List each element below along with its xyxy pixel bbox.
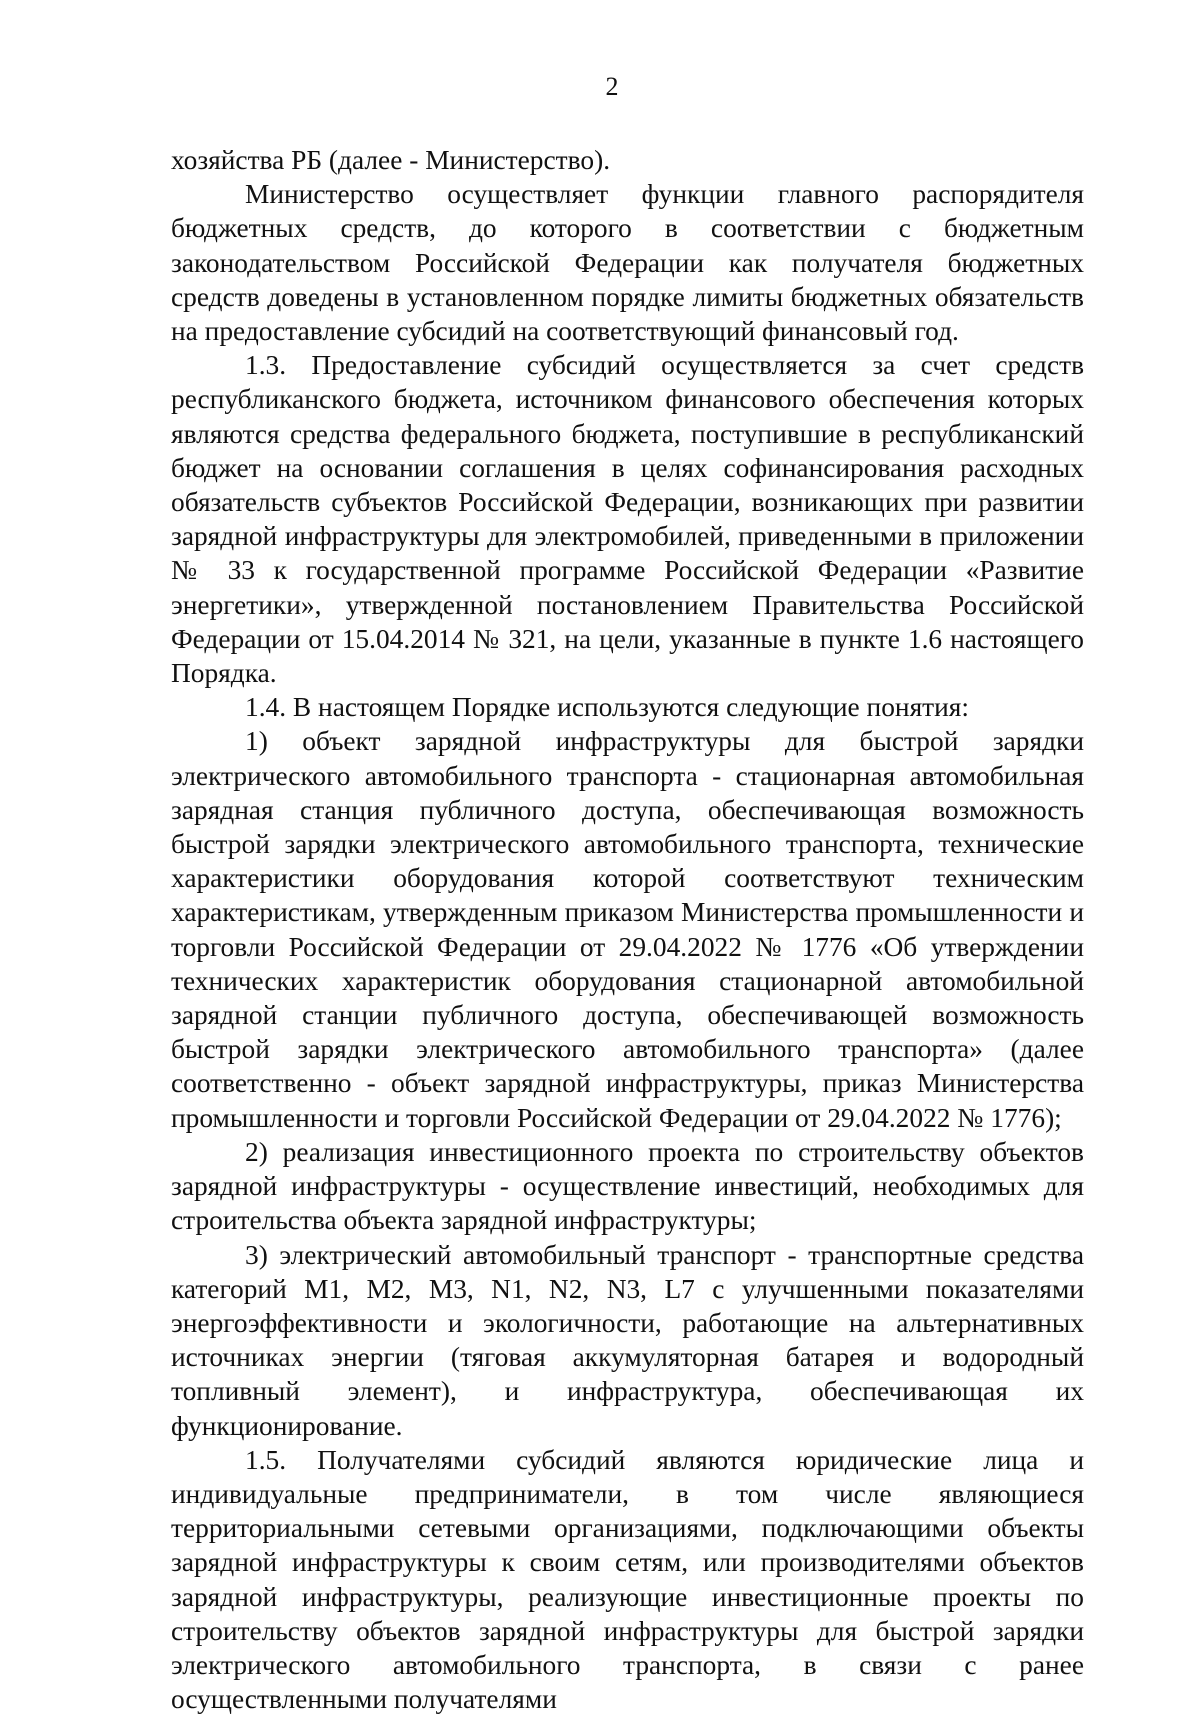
page-number: 2 <box>605 72 619 101</box>
paragraph-1-5: 1.5. Получателями субсидий являются юридические лица и индивидуальные предприниматели, в том числе являющиеся территориальными сетевыми организациями, подключающими объекты зарядной инфраструктуры к своим сетям, или производителями объектов зарядной инфраструктуры, реализующие инвестиционные проекты по строительству объектов зарядной инфраструктуры для быстрой зарядки электрического автомобильного транспорта, в связи с ранее осуществленными получателями <box>171 1444 1084 1715</box>
paragraph-1-3: 1.3. Предоставление субсидий осуществляется за счет средств республиканского бюджета, источником финансового обеспечения которых являются средства федерального бюджета, поступившие в республиканский бюджет на основании соглашения в целях софинансирования расходных обязательств субъектов Российской Федерации, возникающих при развитии зарядной инфраструктуры для электромобилей, приведенными в приложении № 33 к государственной программе Российской Федерации «Развитие энергетики», утвержденной постановлением Правительства Российской Федерации от 15.04.2014 № 321, на цели, указанные в пункте 1.6 настоящего Порядка. <box>171 350 1084 689</box>
paragraph-continuation: хозяйства РБ (далее - Министерство). <box>171 145 611 175</box>
paragraph-ministry-functions: Министерство осуществляет функции главного распорядителя бюджетных средств, до которого в соответствии с бюджетным законодательством Российской Федерации как получателя бюджетных средств доведены в установленном порядке лимиты бюджетных обязательств на предоставление субсидий на соответствующий финансовый год. <box>171 179 1084 347</box>
paragraph-1-4: 1.4. В настоящем Порядке используются следующие понятия: <box>245 692 970 723</box>
definition-2: 2) реализация инвестиционного проекта по строительству объектов зарядной инфраструктуры - осуществление инвестиций, необходимых для строительства объекта зарядной инфраструктуры; <box>171 1136 1084 1236</box>
document-body <box>171 143 1084 1716</box>
definition-1: 1) объект зарядной инфраструктуры для быстрой зарядки электрического автомобильного транспорта - стационарная автомобильная зарядная станция публичного доступа, обеспечивающая возможность быстрой зарядки электрического автомобильного транспорта, технические характеристики оборудования которой соответствуют техническим характеристикам, утвержденным приказом Министерства промышленности и торговли Российской Федерации от 29.04.2022 № 1776 «Об утверждении технических характеристик оборудования стационарной автомобильной зарядной станции публичного доступа, обеспечивающей возможность быстрой зарядки электрического автомобильного транспорта» (далее соответственно - объект зарядной инфраструктуры, приказ Министерства промышленности и торговли Российской Федерации от 29.04.2022 № 1776); <box>171 726 1084 1133</box>
definition-3: 3) электрический автомобильный транспорт - транспортные средства категорий M1, M2, M3, N1, N2, N3, L7 с улучшенными показателями энергоэффективности и экологичности, работающие на альтернативных источниках энергии (тяговая аккумуляторная батарея и водородный топливный элемент), и инфраструктура, обеспечивающая их функционирование. <box>171 1239 1084 1441</box>
